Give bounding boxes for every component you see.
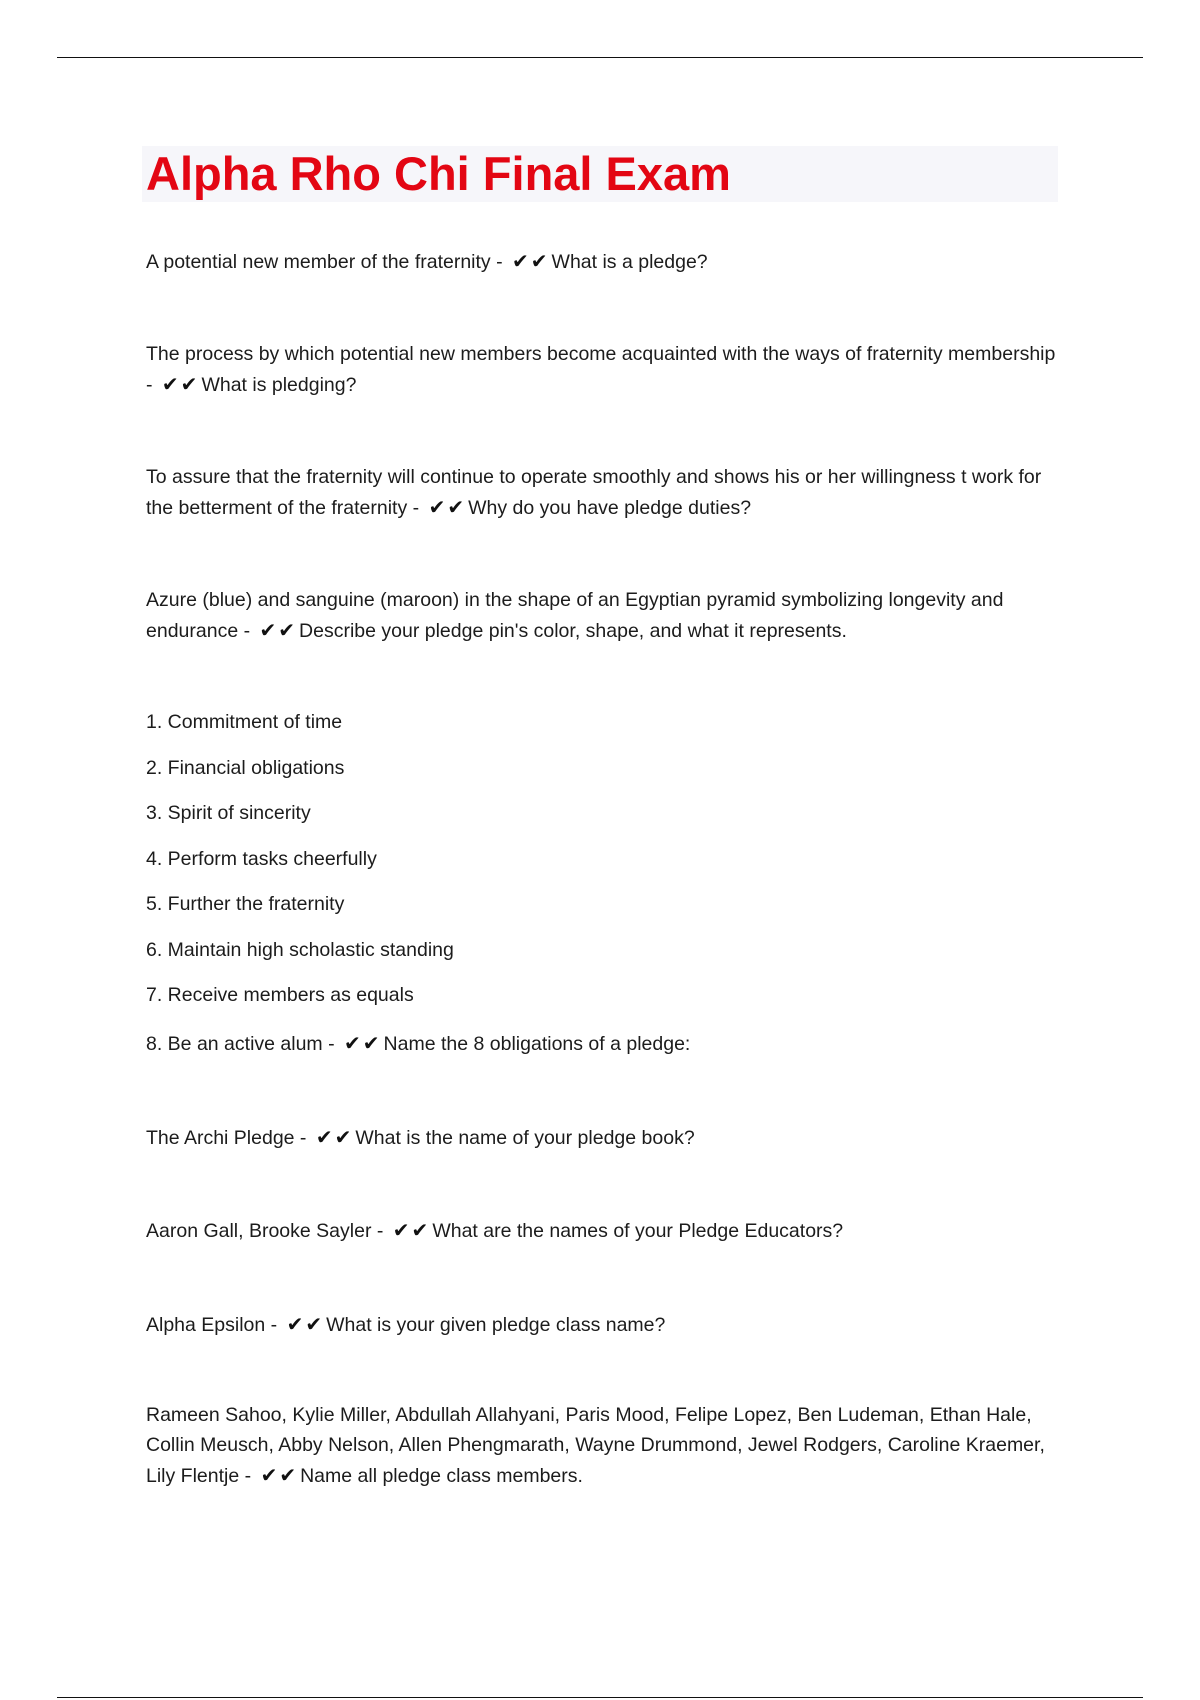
check-mark-icon: ✔✔ (161, 372, 200, 396)
list-item: 1. Commitment of time (146, 711, 343, 733)
flashcard-answer: Rameen Sahoo, Kylie Miller, Abdullah Allahyani, Paris Mood, Felipe Lopez, Ben Ludeman, Ethan Hale, Collin Meusch, Abby Nelson, Allen Phengmarath, Wayne Drummond, Jewel Rodgers, Caroline Kraemer, Lily Flentje (146, 1404, 1045, 1487)
list-item: 4. Perform tasks cheerfully (146, 848, 377, 870)
separator: - (322, 1033, 341, 1055)
list-item: 3. Spirit of sincerity (146, 802, 311, 824)
flashcard-answer: Aaron Gall, Brooke Sayler (146, 1220, 372, 1242)
flashcard (146, 1122, 1066, 1153)
check-mark-icon: ✔✔ (392, 1218, 431, 1242)
check-mark-icon: ✔✔ (260, 1463, 299, 1487)
flashcard-question: What is the name of your pledge book? (355, 1127, 695, 1149)
list-item: 7. Receive members as equals (146, 984, 414, 1006)
separator: - (146, 374, 158, 396)
flashcard (146, 339, 1066, 400)
separator: - (490, 251, 509, 273)
flashcard-question: Describe your pledge pin's color, shape, and what it represents. (299, 620, 847, 642)
flashcard (146, 246, 1066, 277)
flashcard-answer: Alpha Epsilon (146, 1314, 266, 1336)
list-item: 2. Financial obligations (146, 757, 345, 779)
flashcard-answer: The Archi Pledge (146, 1127, 295, 1149)
separator: - (239, 1465, 257, 1487)
flashcard (146, 1309, 1066, 1340)
flashcard-answer: A potential new member of the fraternity (146, 251, 491, 273)
flashcard-question: Name all pledge class members. (300, 1465, 583, 1487)
check-mark-icon: ✔✔ (428, 495, 467, 519)
flashcard-question: What is a pledge? (551, 251, 708, 273)
check-mark-icon: ✔✔ (512, 249, 550, 273)
flashcard-answer: 8. Be an active alum (146, 1033, 323, 1055)
flashcard (146, 585, 1066, 646)
flashcard (146, 1400, 1076, 1491)
flashcard (146, 462, 1066, 523)
check-mark-icon: ✔✔ (259, 618, 298, 642)
top-rule (57, 57, 1143, 58)
list-item: 6. Maintain high scholastic standing (146, 939, 454, 961)
check-mark-icon: ✔✔ (286, 1312, 325, 1336)
separator: - (238, 620, 256, 642)
check-mark-icon: ✔✔ (315, 1125, 354, 1149)
flashcard-question: What are the names of your Pledge Educators? (432, 1220, 844, 1242)
list-item: 5. Further the fraternity (146, 893, 345, 915)
separator: - (371, 1220, 389, 1242)
separator: - (265, 1314, 283, 1336)
check-mark-icon: ✔✔ (344, 1031, 382, 1055)
flashcard-question: Why do you have pledge duties? (468, 497, 752, 519)
flashcard-answer: To assure that the fraternity will continue to operate smoothly and shows his or her willingness t work for the betterment of the fraternity (146, 466, 1042, 519)
flashcard (146, 1215, 1066, 1246)
flashcard-question: Name the 8 obligations of a pledge: (383, 1033, 691, 1055)
flashcard-question: What is pledging? (201, 374, 357, 396)
bottom-rule (57, 1697, 1143, 1698)
separator: - (407, 497, 425, 519)
document-title: Alpha Rho Chi Final Exam (146, 147, 731, 200)
list-item (146, 1028, 1066, 1059)
flashcard-answer: The process by which potential new members become acquainted with the ways of fraternity membership (146, 343, 1056, 365)
flashcard-answer: Azure (blue) and sanguine (maroon) in the shape of an Egyptian pyramid symbolizing longevity and endurance (146, 589, 1004, 642)
flashcard-question: What is your given pledge class name? (326, 1314, 666, 1336)
separator: - (294, 1127, 312, 1149)
